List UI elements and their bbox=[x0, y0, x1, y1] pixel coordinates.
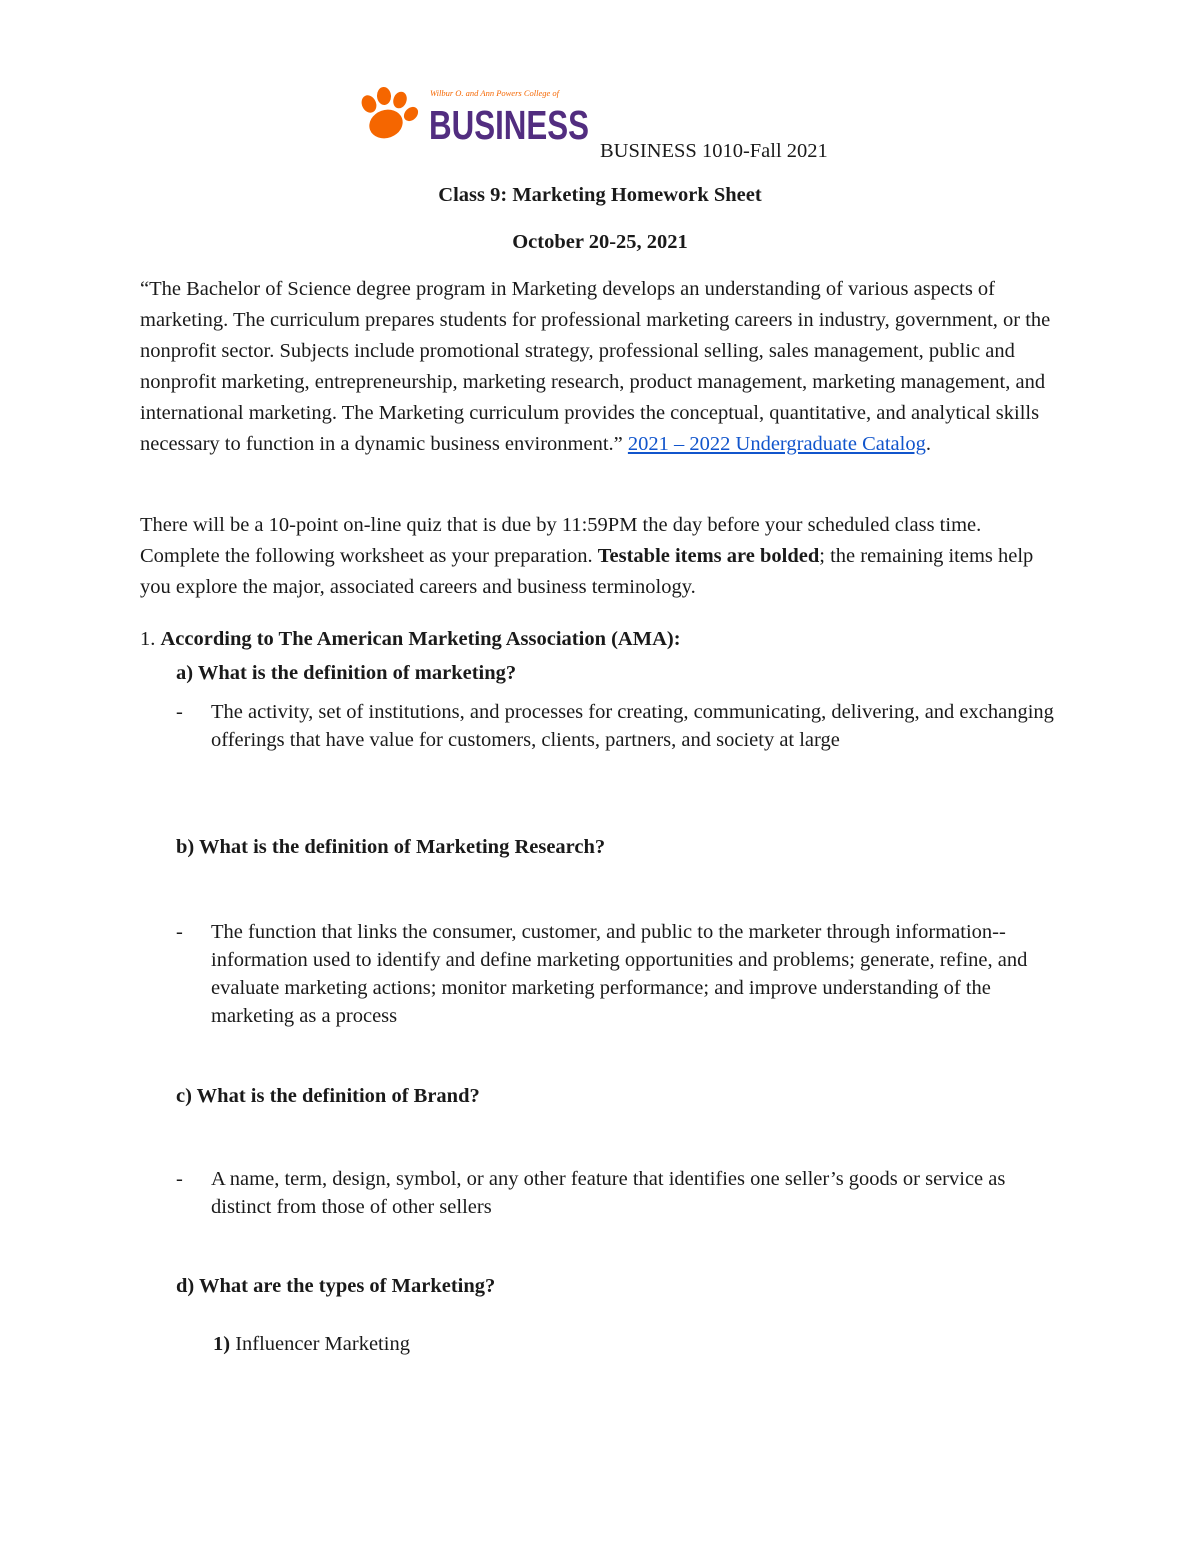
question-1c: c) What is the definition of Brand? bbox=[176, 1085, 480, 1107]
question-text: According to The American Marketing Association (AMA): bbox=[160, 628, 681, 650]
question-number: 1. bbox=[140, 628, 156, 650]
question-1b: b) What is the definition of Marketing Research? bbox=[176, 836, 606, 858]
page-title: Class 9: Marketing Homework Sheet bbox=[438, 184, 762, 206]
logo-small-text: Wilbur O. and Ann Powers College of bbox=[430, 88, 559, 98]
logo-business-text: BUSINESS bbox=[429, 102, 589, 148]
intro-paragraph bbox=[140, 274, 1065, 460]
course-label: BUSINESS 1010-Fall 2021 bbox=[600, 140, 828, 162]
question-1 bbox=[140, 628, 681, 651]
answer-dash: - bbox=[176, 921, 183, 943]
catalog-link[interactable]: 2021 – 2022 Undergraduate Catalog bbox=[627, 433, 926, 455]
type-text: Influencer Marketing bbox=[230, 1333, 410, 1355]
answer-dash: - bbox=[176, 701, 183, 723]
intro-period: . bbox=[925, 433, 931, 455]
instructions-text: There will be a 10-point on-line quiz that is due by 11:59PM the day before your scheduled class time. Complete the following worksheet as your preparation. bbox=[140, 514, 982, 567]
college-of-business-logo bbox=[356, 82, 592, 148]
question-1d: d) What are the types of Marketing? bbox=[176, 1275, 496, 1297]
question-1a: a) What is the definition of marketing? bbox=[176, 662, 517, 684]
paw-icon bbox=[359, 86, 421, 143]
testable-note: Testable items are bolded bbox=[597, 545, 820, 567]
answer-text: The function that links the consumer, customer, and public to the marketer through information-- information used to identify and define marketing opportunities and problems; generate, refine, and evaluate marketing actions; monitor marketing performance; and improve understanding of the marketing as a process bbox=[211, 921, 1028, 1027]
instructions-paragraph bbox=[140, 510, 1065, 603]
answer-text: The activity, set of institutions, and processes for creating, communicating, delivering, and exchanging offerings that have value for customers, clients, partners, and society at large bbox=[211, 701, 1054, 751]
intro-quote: “The Bachelor of Science degree program in Marketing develops an understanding of various aspects of marketing. The curriculum prepares students for professional marketing careers in industry, government, or the nonprofit sector. Subjects include promotional strategy, professional selling, sales management, public and nonprofit marketing, entrepreneurship, marketing research, product management, marketing management, and international marketing. The Marketing curriculum provides the conceptual, quantitative, and analytical skills necessary to function in a dynamic business environment.” bbox=[140, 278, 1051, 455]
date-range: October 20-25, 2021 bbox=[512, 231, 688, 253]
answer-text: A name, term, design, symbol, or any other feature that identifies one seller’s goods or service as distinct from those of other sellers bbox=[211, 1168, 1006, 1218]
logo-graphic bbox=[356, 82, 592, 148]
marketing-type-item bbox=[213, 1333, 410, 1356]
type-number: 1) bbox=[213, 1333, 231, 1355]
instructions-tail: ; the remaining items help you explore the major, associated careers and business terminology. bbox=[140, 545, 1034, 598]
answer-dash: - bbox=[176, 1168, 183, 1190]
